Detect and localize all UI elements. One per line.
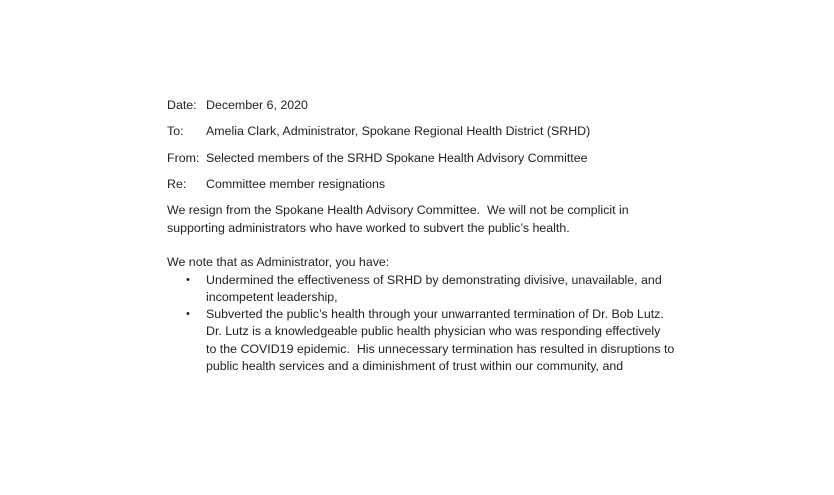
list-item [167, 306, 727, 375]
date-value: December 6, 2020 [206, 98, 308, 112]
list-item-line: to the COVID19 epidemic. His unnecessary termination has resulted in disruptions to [206, 341, 675, 356]
bullet-icon: • [186, 273, 190, 286]
letter-document [167, 97, 727, 375]
from-label: From: [167, 150, 200, 165]
list-item-line: Undermined the effectiveness of SRHD by demonstrating divisive, unavailable, and [206, 272, 662, 287]
to-value: Amelia Clark, Administrator, Spokane Regional Health District (SRHD) [206, 124, 591, 139]
intro-paragraph: We note that as Administrator, you have: [167, 255, 390, 270]
resignation-paragraph [167, 202, 727, 237]
list-item-line: incompetent leadership, [206, 289, 338, 304]
re-value: Committee member resignations [206, 176, 386, 191]
re-label: Re: [167, 176, 187, 191]
list-item-line: public health services and a diminishment of trust within our community, and [206, 358, 624, 373]
paragraph-line: supporting administrators who have worked to subvert the public’s health. [167, 220, 570, 235]
to-label: To: [167, 124, 184, 139]
grievance-list [167, 272, 727, 375]
list-item-line: Subverted the public’s health through your unwarranted termination of Dr. Bob Lutz. [206, 307, 664, 322]
list-item [167, 272, 727, 306]
to-row [167, 123, 727, 139]
from-row [167, 150, 727, 166]
from-value: Selected members of the SRHD Spokane Health Advisory Committee [206, 150, 588, 165]
list-item-line: Dr. Lutz is a knowledgeable public health physician who was responding effectively [206, 324, 661, 339]
date-row [167, 97, 727, 113]
re-row [167, 176, 727, 192]
date-label: Date: [167, 98, 197, 112]
bullet-icon: • [186, 308, 190, 321]
paragraph-line: We resign from the Spokane Health Advisory Committee. We will not be complicit in [167, 203, 629, 218]
